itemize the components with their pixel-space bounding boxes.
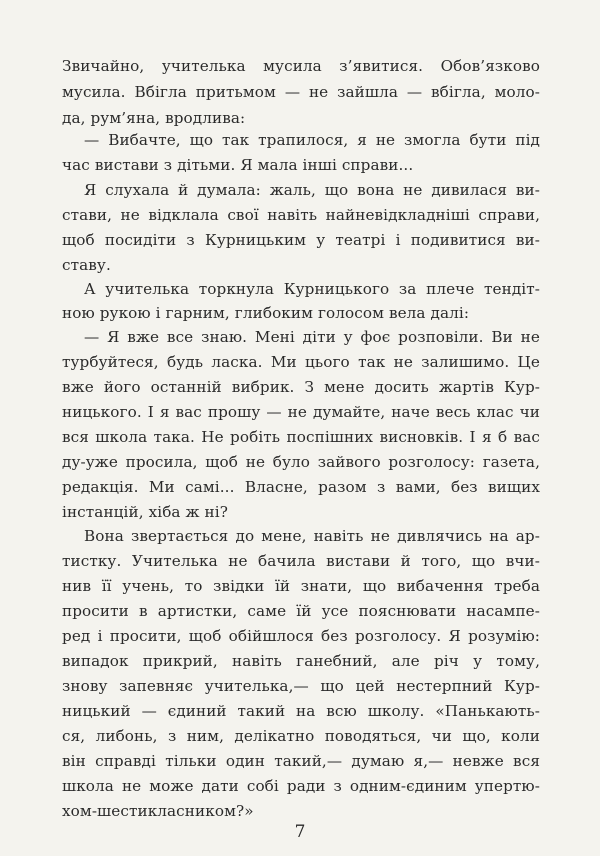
text-line: стави, не відклала свої навіть найневідкладніші справи,: [62, 206, 540, 224]
text-line: щоб посидіти з Курницьким у театрі і подивитися ви-: [62, 231, 540, 249]
text-line: він справді тільки один такий,— думаю я,— невже вся: [62, 752, 540, 770]
text-line: ставу.: [62, 256, 111, 274]
text-line: ред і просити, щоб обійшлося без розголосу. Я розумію:: [62, 627, 540, 645]
text-line: да, рум’яна, вродлива:: [62, 109, 246, 127]
text-line: просити в артистки, саме їй усе пояснювати насампе-: [62, 602, 540, 620]
text-line: ду-уже просила, щоб не було зайвого розголосу: газета,: [62, 453, 540, 471]
text-line: випадок прикрий, навіть ганебний, але річ у тому,: [62, 652, 540, 670]
text-line: ницький — єдиний такий на всю школу. «Панькають-: [62, 702, 540, 720]
text-line: вже його останній вибрик. З мене досить жартів Кур-: [62, 378, 540, 396]
text-line: — Я вже все знаю. Мені діти у фоє розповіли. Ви не: [84, 328, 540, 346]
text-line: редакція. Ми самі... Власне, разом з вами, без вищих: [62, 478, 540, 496]
text-line: знову запевняє учителька,— що цей нестерпний Кур-: [62, 677, 540, 695]
text-line: ся, либонь, з ним, делікатно поводяться, чи що, коли: [62, 727, 540, 745]
text-line: Звичайно, учителька мусила з’явитися. Обов’язково: [62, 57, 540, 75]
text-line: інстанцій, хіба ж ні?: [62, 503, 228, 521]
text-line: вся школа така. Не робіть поспішних висновків. І я б вас: [62, 428, 540, 446]
text-line: тистку. Учителька не бачила вистави й того, що вчи-: [62, 552, 540, 570]
text-line: Вона звертається до мене, навіть не дивлячись на ар-: [84, 527, 540, 545]
text-line: хом-шестикласником?»: [62, 802, 254, 820]
text-line: Я слухала й думала: жаль, що вона не дивилася ви-: [84, 181, 540, 199]
text-line: ною рукою і гарним, глибоким голосом вела далі:: [62, 304, 470, 322]
text-line: А учителька торкнула Курницького за плече тендіт-: [84, 280, 540, 298]
text-line: — Вибачте, що так трапилося, я не змогла бути під: [84, 131, 540, 149]
page-number: 7: [294, 822, 306, 842]
text-line: турбуйтеся, будь ласка. Ми цього так не залишимо. Це: [62, 353, 540, 371]
text-line: нив її учень, то звідки їй знати, що вибачення треба: [62, 577, 540, 595]
text-line: ницького. І я вас прошу — не думайте, наче весь клас чи: [62, 403, 540, 421]
text-line: мусила. Вбігла притьмом — не зайшла — вбігла, моло-: [62, 83, 540, 101]
text-line: час вистави з дітьми. Я мала інші справи...: [62, 156, 414, 174]
text-line: школа не може дати собі ради з одним-єдиним упертю-: [62, 777, 540, 795]
